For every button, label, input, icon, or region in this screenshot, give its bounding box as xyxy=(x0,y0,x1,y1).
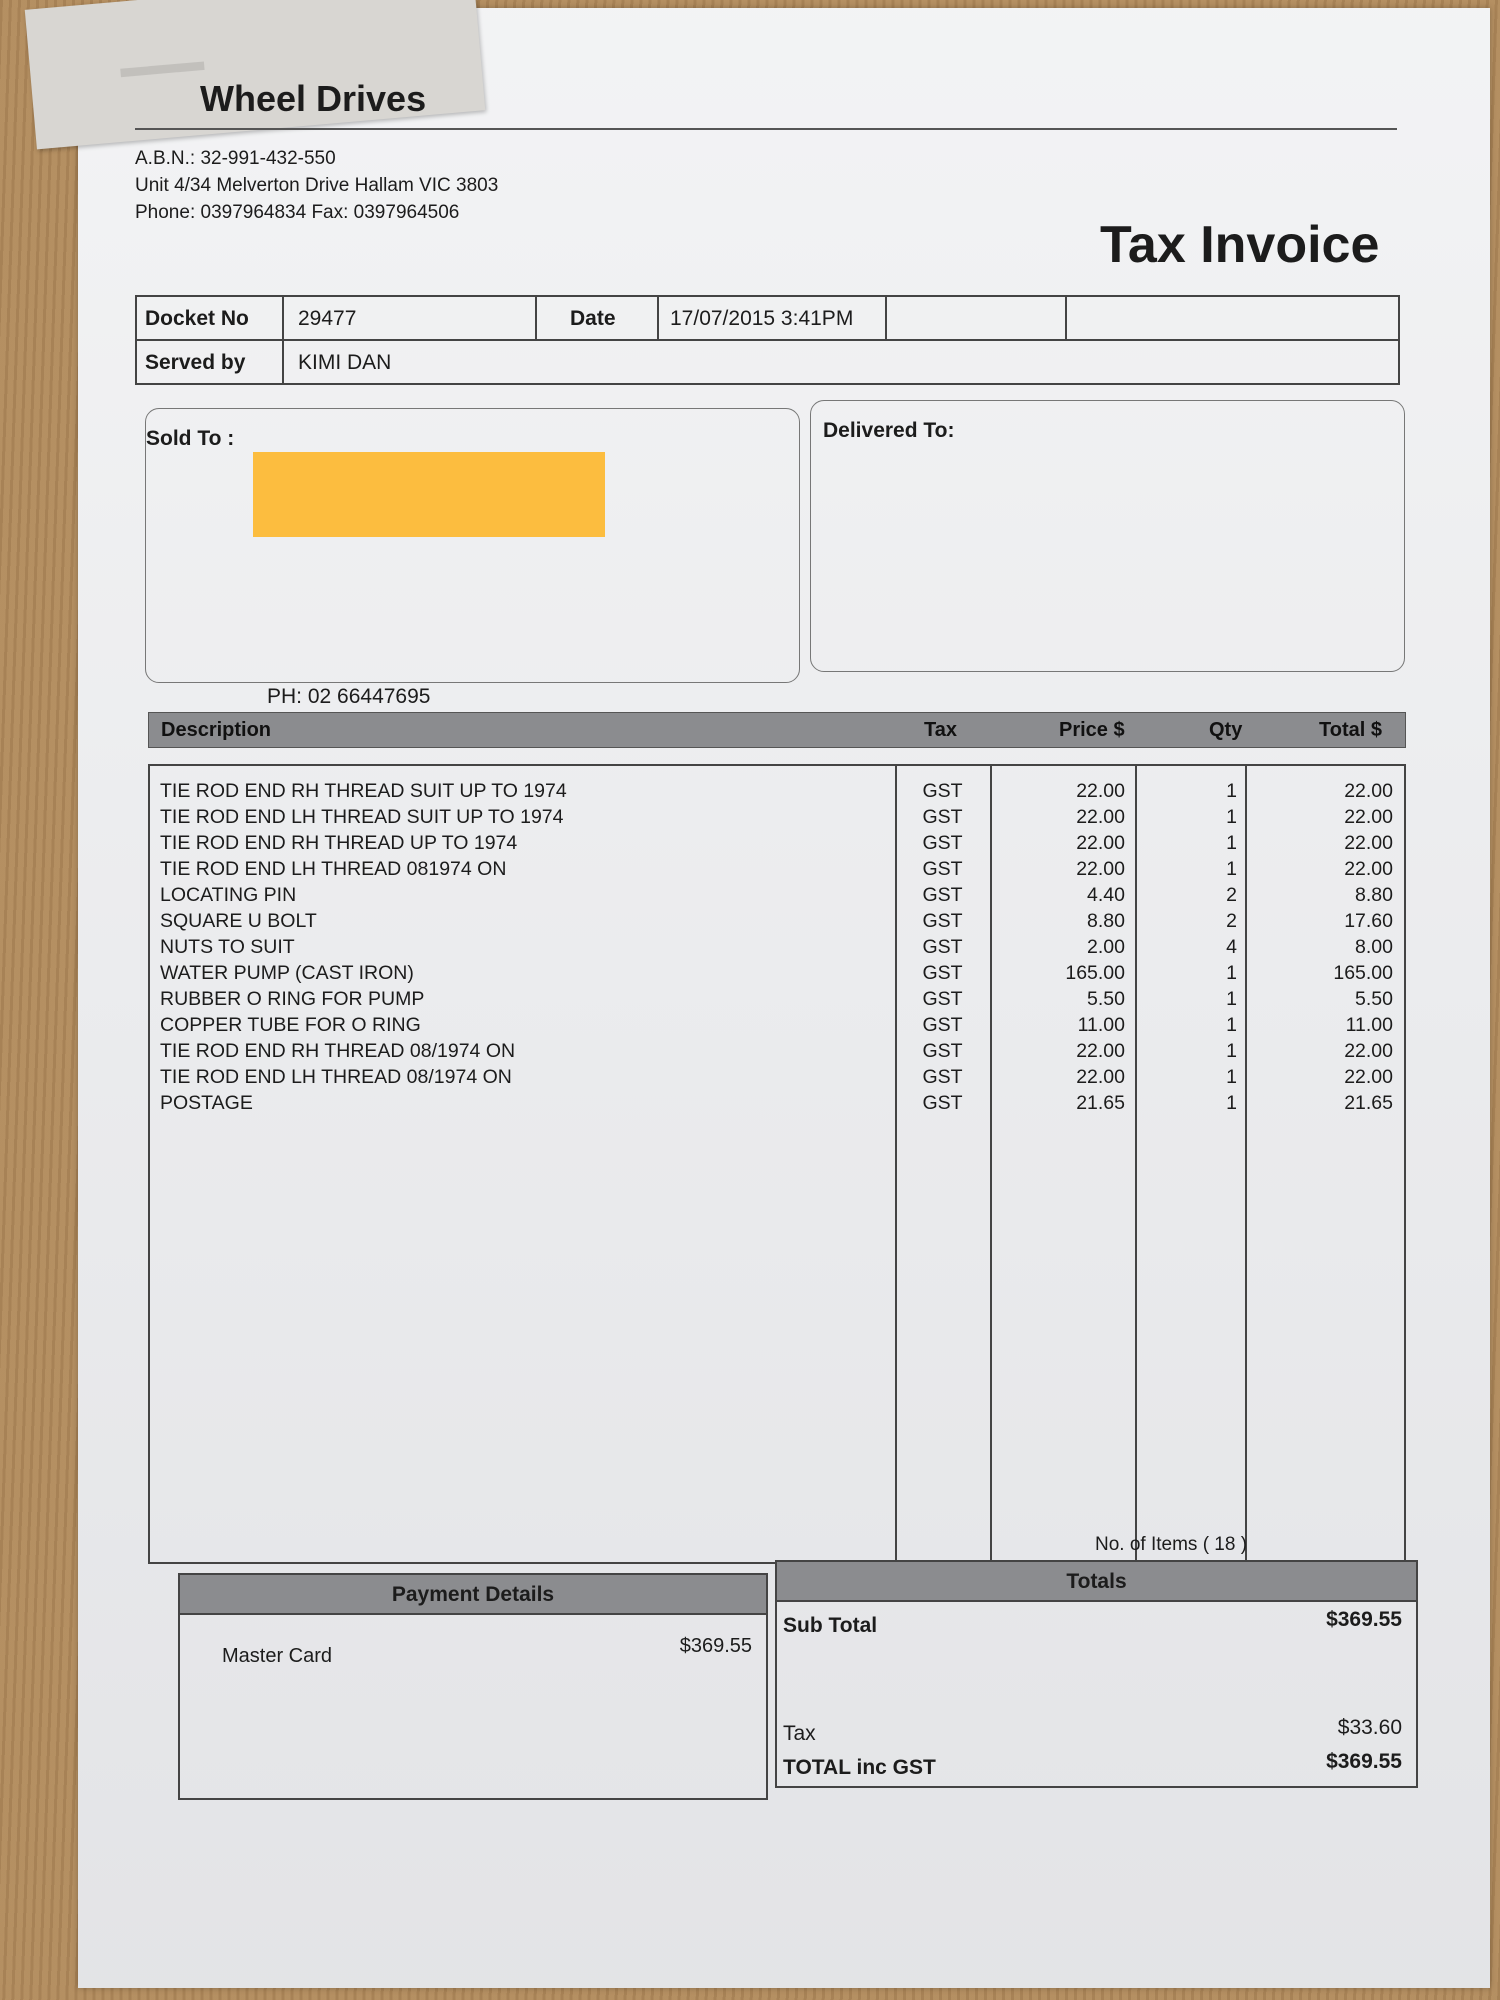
item-total: 22.00 xyxy=(1344,780,1393,802)
item-qty: 1 xyxy=(1226,962,1237,984)
item-total: 8.80 xyxy=(1355,884,1393,906)
item-tax: GST xyxy=(922,1014,963,1036)
payment-details-panel xyxy=(178,1573,768,1800)
item-description: TIE ROD END LH THREAD 08/1974 ON xyxy=(160,1066,512,1088)
divider xyxy=(885,297,887,341)
item-tax: GST xyxy=(922,962,963,984)
docket-table xyxy=(135,295,1400,385)
payment-method: Master Card xyxy=(222,1645,333,1667)
item-description: TIE ROD END RH THREAD SUIT UP TO 1974 xyxy=(160,780,567,802)
docket-label: Docket No xyxy=(145,307,249,330)
item-description: WATER PUMP (CAST IRON) xyxy=(160,962,414,984)
item-description: SQUARE U BOLT xyxy=(160,910,317,932)
item-price: 4.40 xyxy=(1087,884,1125,906)
item-tax: GST xyxy=(922,1066,963,1088)
divider xyxy=(282,297,284,341)
item-price: 21.65 xyxy=(1076,1092,1125,1114)
item-price: 5.50 xyxy=(1087,988,1125,1010)
item-description: TIE ROD END RH THREAD UP TO 1974 xyxy=(160,832,518,854)
item-price: 22.00 xyxy=(1076,806,1125,828)
item-qty: 1 xyxy=(1226,1066,1237,1088)
item-price: 8.80 xyxy=(1087,910,1125,932)
header-tax: Tax xyxy=(924,719,957,741)
item-qty: 1 xyxy=(1226,988,1237,1010)
divider xyxy=(657,297,659,341)
item-total: 11.00 xyxy=(1345,1014,1393,1036)
tax-label: Tax xyxy=(783,1722,816,1745)
header-description: Description xyxy=(161,719,272,741)
served-value: KIMI DAN xyxy=(298,351,392,374)
item-qty: 2 xyxy=(1226,910,1237,932)
item-description: TIE ROD END RH THREAD 08/1974 ON xyxy=(160,1040,516,1062)
item-qty: 1 xyxy=(1226,832,1237,854)
item-total: 22.00 xyxy=(1344,1066,1393,1088)
sold-to-label: Sold To : xyxy=(146,427,235,450)
sticky-note-bleed: ▬▬▬ xyxy=(119,55,207,94)
item-description: TIE ROD END LH THREAD 081974 ON xyxy=(160,858,507,880)
item-price: 22.00 xyxy=(1076,1040,1125,1062)
item-tax: GST xyxy=(922,910,963,932)
sold-to-box xyxy=(145,408,800,683)
company-name: Wheel Drives xyxy=(200,78,427,119)
header-rule xyxy=(135,128,1397,130)
divider xyxy=(282,341,284,385)
payment-amount: $369.55 xyxy=(679,1635,752,1657)
header-qty: Qty xyxy=(1209,719,1243,741)
item-total: 21.65 xyxy=(1344,1092,1393,1114)
item-description: LOCATING PIN xyxy=(160,884,297,906)
item-description: COPPER TUBE FOR O RING xyxy=(160,1014,421,1036)
item-total: 5.50 xyxy=(1355,988,1393,1010)
delivered-to-box xyxy=(810,400,1405,672)
served-row xyxy=(137,341,1398,385)
item-tax: GST xyxy=(922,832,963,854)
header-price: Price $ xyxy=(1059,719,1125,741)
item-description: TIE ROD END LH THREAD SUIT UP TO 1974 xyxy=(160,806,564,828)
date-value: 17/07/2015 3:41PM xyxy=(670,307,854,330)
document-title: Tax Invoice xyxy=(1100,216,1380,274)
phone-fax: Phone: 0397964834 Fax: 0397964506 xyxy=(135,202,460,223)
item-total: 22.00 xyxy=(1344,1040,1393,1062)
item-qty: 1 xyxy=(1226,858,1237,880)
delivered-to-label: Delivered To: xyxy=(823,419,955,442)
header-total: Total $ xyxy=(1319,719,1382,741)
item-price: 11.00 xyxy=(1077,1014,1125,1036)
item-description: RUBBER O RING FOR PUMP xyxy=(160,988,425,1010)
item-total: 165.00 xyxy=(1333,962,1393,984)
item-qty: 2 xyxy=(1226,884,1237,906)
abn: A.B.N.: 32-991-432-550 xyxy=(135,148,336,169)
item-tax: GST xyxy=(922,884,963,906)
item-price: 22.00 xyxy=(1076,832,1125,854)
items-header xyxy=(148,712,1406,748)
divider xyxy=(1065,297,1067,341)
item-total: 22.00 xyxy=(1344,858,1393,880)
item-qty: 1 xyxy=(1226,1040,1237,1062)
item-qty: 4 xyxy=(1226,936,1237,958)
served-label: Served by xyxy=(145,351,246,374)
docket-value: 29477 xyxy=(298,307,357,330)
item-total: 22.00 xyxy=(1344,832,1393,854)
totals-panel xyxy=(775,1560,1418,1788)
total-value: $369.55 xyxy=(1326,1750,1402,1773)
divider xyxy=(535,297,537,341)
item-tax: GST xyxy=(922,1040,963,1062)
item-count: No. of Items ( 18 ) xyxy=(1095,1534,1248,1555)
item-tax: GST xyxy=(922,858,963,880)
subtotal-value: $369.55 xyxy=(1326,1608,1402,1631)
item-total: 8.00 xyxy=(1355,936,1393,958)
total-label: TOTAL inc GST xyxy=(783,1756,936,1779)
company-details xyxy=(135,145,498,226)
item-tax: GST xyxy=(922,780,963,802)
item-qty: 1 xyxy=(1226,780,1237,802)
item-price: 22.00 xyxy=(1076,1066,1125,1088)
item-qty: 1 xyxy=(1226,806,1237,828)
subtotal-label: Sub Total xyxy=(783,1614,878,1637)
payment-heading: Payment Details xyxy=(180,1575,766,1615)
item-price: 2.00 xyxy=(1087,936,1125,958)
item-total: 22.00 xyxy=(1344,806,1393,828)
tax-value: $33.60 xyxy=(1337,1716,1402,1739)
item-tax: GST xyxy=(922,936,963,958)
item-price: 22.00 xyxy=(1076,780,1125,802)
redacted-customer xyxy=(253,452,605,537)
address: Unit 4/34 Melverton Drive Hallam VIC 3803 xyxy=(135,175,499,196)
item-qty: 1 xyxy=(1226,1014,1237,1036)
item-price: 165.00 xyxy=(1065,962,1125,984)
customer-phone: PH: 02 66447695 xyxy=(267,685,431,708)
item-total: 17.60 xyxy=(1344,910,1393,932)
item-description: NUTS TO SUIT xyxy=(160,936,295,958)
item-tax: GST xyxy=(922,1092,963,1114)
item-tax: GST xyxy=(922,806,963,828)
item-price: 22.00 xyxy=(1076,858,1125,880)
date-label: Date xyxy=(570,307,616,330)
items-body xyxy=(148,764,1406,1564)
docket-row xyxy=(137,297,1398,341)
item-qty: 1 xyxy=(1226,1092,1237,1114)
item-tax: GST xyxy=(922,988,963,1010)
item-description: POSTAGE xyxy=(160,1092,253,1114)
totals-heading: Totals xyxy=(777,1562,1416,1602)
